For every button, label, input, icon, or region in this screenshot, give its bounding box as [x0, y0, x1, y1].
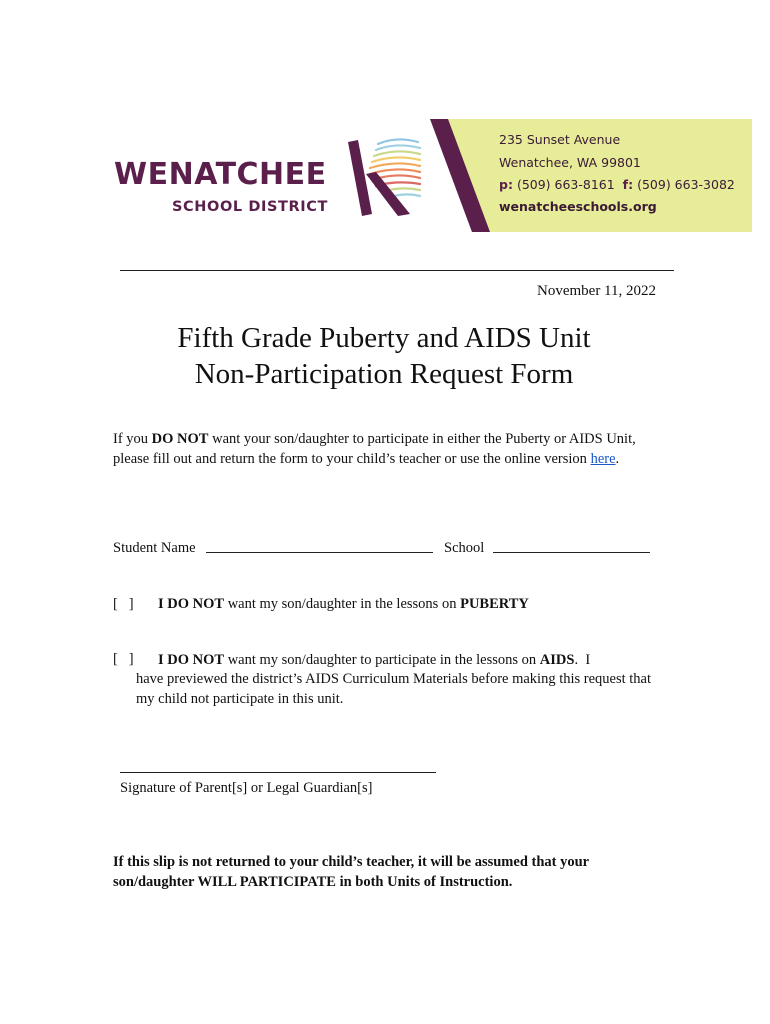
signature-field[interactable]: [120, 772, 436, 773]
address-line-1: 235 Sunset Avenue: [499, 132, 621, 147]
aids-option-text: [158, 651, 658, 671]
puberty-option-topic: PUBERTY: [460, 596, 529, 612]
website-link[interactable]: wenatcheeschools.org: [499, 199, 657, 214]
title-line-2: Non-Participation Request Form: [194, 358, 574, 390]
district-logo-name: WENATCHEE: [114, 157, 327, 192]
header-divider: [120, 270, 674, 271]
phone-label: p:: [499, 177, 513, 192]
intro-bold: DO NOT: [151, 431, 209, 447]
intro-post: .: [615, 450, 620, 467]
puberty-checkbox[interactable]: [ ]: [113, 596, 134, 612]
address-line-2: Wenatchee, WA 99801: [499, 155, 641, 170]
aids-option-topic: AIDS: [539, 652, 575, 668]
student-name-label: Student Name: [113, 540, 196, 556]
aids-option-continuation: have previewed the district’s AIDS Curriculum Materials before making this request that my child not participate in this unit.: [136, 671, 652, 707]
phone-number: (509) 663-8161: [516, 177, 615, 192]
signature-label: Signature of Parent[s] or Legal Guardian[s]: [120, 780, 373, 796]
fax-label: f:: [622, 177, 634, 192]
aids-option-after: . I: [574, 652, 591, 668]
puberty-option-bold: I DO NOT: [158, 596, 225, 612]
student-name-field[interactable]: [206, 552, 433, 553]
aids-option-bold: I DO NOT: [158, 652, 225, 668]
district-logo-mark: [346, 134, 426, 216]
fax-number: (509) 663-3082: [637, 177, 735, 192]
aids-checkbox[interactable]: [ ]: [113, 651, 134, 667]
puberty-option-text: [158, 596, 529, 613]
school-field[interactable]: [493, 552, 650, 553]
intro-paragraph: [113, 430, 653, 469]
school-label: School: [444, 540, 485, 556]
title-line-1: Fifth Grade Puberty and AIDS Unit: [177, 322, 591, 354]
phone-fax-line: [499, 179, 735, 192]
aids-option-mid: want my son/daughter to participate in the lessons on: [224, 652, 540, 668]
district-logo-subtitle: SCHOOL DISTRICT: [172, 199, 329, 215]
participation-notice: If this slip is not returned to your child’s teacher, it will be assumed that your son/daughter WILL PARTICIPATE in both Units of Instruction.: [113, 854, 589, 890]
form-title: [0, 320, 770, 392]
intro-pre: If you: [113, 431, 152, 447]
online-form-link[interactable]: here: [590, 450, 616, 467]
puberty-option-mid: want my son/daughter in the lessons on: [224, 596, 461, 612]
document-date: November 11, 2022: [537, 283, 657, 299]
intro-mid: want your son/daughter to participate in either the Puberty or AIDS Unit, please fill out and return the form to your child’s teacher or use the online version: [113, 431, 636, 467]
